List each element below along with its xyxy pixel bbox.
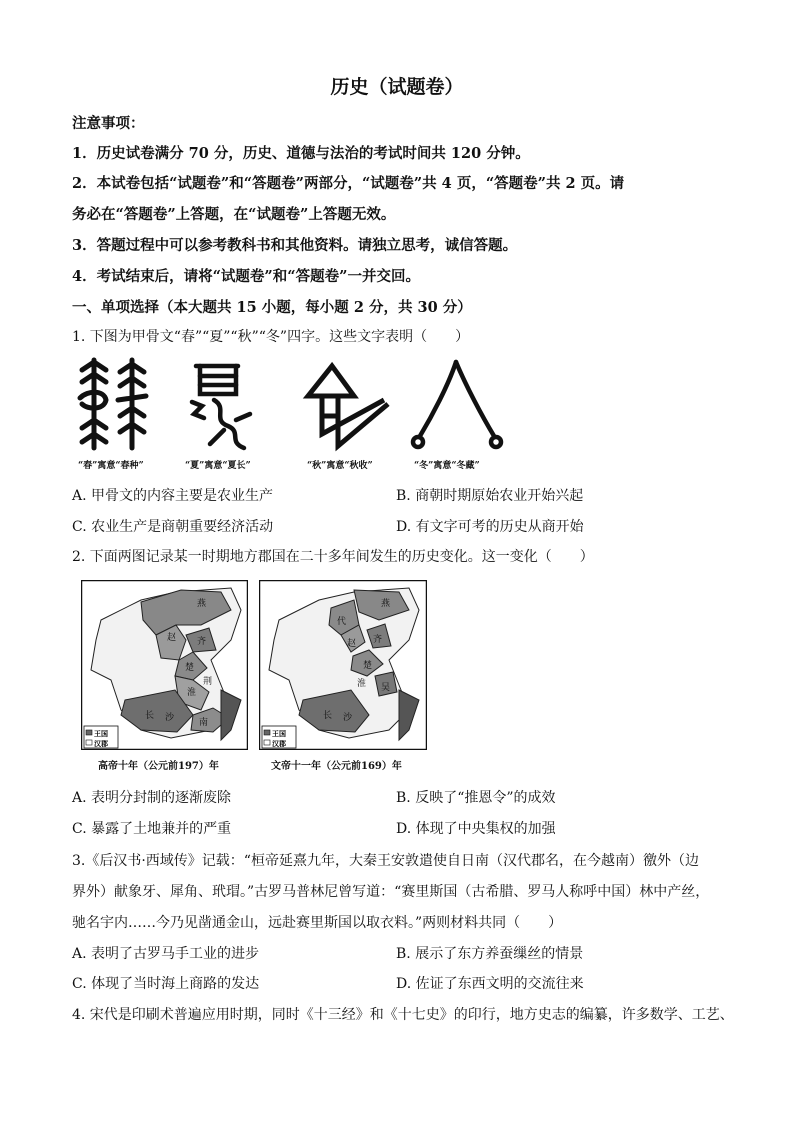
q1-stem: 1. 下图为甲骨文“春”“夏”“秋”“冬”四字。这些文字表明（ ） bbox=[72, 329, 470, 345]
map2-legend-kingdom: 王国 bbox=[272, 730, 286, 738]
han-map-197bc bbox=[81, 580, 248, 750]
oracle-glyph-winter bbox=[408, 356, 504, 452]
map1-label-chang: 长 bbox=[145, 711, 155, 721]
notice-heading: 注意事项： bbox=[72, 115, 145, 132]
notice-item-4: 4．考试结束后，请将“试题卷”和“答题卷”一并交回。 bbox=[72, 268, 420, 285]
map1-label-huai: 淮 bbox=[187, 688, 197, 698]
page-title: 历史（试题卷） bbox=[330, 76, 464, 98]
map1-caption: 高帝十年（公元前197）年 bbox=[98, 761, 219, 772]
oracle-glyph-autumn bbox=[298, 360, 392, 452]
notice-item-2-cont: 务必在“答题卷”上答题，在“试题卷”上答题无效。 bbox=[72, 206, 396, 223]
map2-label-huai: 淮 bbox=[357, 679, 367, 689]
map2-label-dai: 代 bbox=[337, 617, 347, 627]
map1-label-qi: 齐 bbox=[197, 637, 207, 647]
map1-legend-commandery: 汉郡 bbox=[94, 740, 108, 748]
map1-label-sha: 沙 bbox=[165, 713, 175, 723]
notice-item-3: 3．答题过程中可以参考教科书和其他资料。请独立思考，诚信答题。 bbox=[72, 237, 518, 254]
oracle-glyph-summer bbox=[188, 360, 258, 452]
map2-label-yan: 燕 bbox=[381, 599, 391, 609]
map2-label-wu: 吴 bbox=[381, 683, 391, 693]
q3-option-d[interactable]: D. 佐证了东西文明的交流往来 bbox=[396, 976, 584, 992]
section-heading: 一、单项选择（本大题共 15 小题，每小题 2 分，共 30 分） bbox=[72, 299, 472, 316]
notice-item-2: 2．本试卷包括“试题卷”和“答题卷”两部分，“试题卷”共 4 页，“答题卷”共 2 页。请 bbox=[72, 175, 625, 192]
map2-label-chang: 长 bbox=[323, 711, 333, 721]
map1-legend-kingdom: 王国 bbox=[94, 730, 108, 738]
q2-option-d[interactable]: D. 体现了中央集权的加强 bbox=[396, 821, 556, 837]
q3-option-b[interactable]: B. 展示了东方养蚕缫丝的情景 bbox=[396, 946, 584, 962]
q1-option-d[interactable]: D. 有文字可考的历史从商开始 bbox=[396, 519, 584, 535]
q2-stem: 2. 下面两图记录某一时期地方郡国在二十多年间发生的历史变化。这一变化（ ） bbox=[72, 549, 594, 565]
notice-item-1: 1．历史试卷满分 70 分，历史、道德与法治的考试时间共 120 分钟。 bbox=[72, 145, 530, 162]
oracle-glyph-spring bbox=[74, 356, 154, 452]
map2-label-sha: 沙 bbox=[343, 713, 353, 723]
q3-option-a[interactable]: A. 表明了古罗马手工业的进步 bbox=[72, 946, 260, 962]
caption-spring: “春”寓意“春种” bbox=[78, 461, 144, 471]
map1-label-chu: 楚 bbox=[185, 663, 195, 673]
q2-option-a[interactable]: A. 表明分封制的逐渐废除 bbox=[72, 790, 232, 806]
map1-label-zhao: 赵 bbox=[167, 633, 177, 643]
han-map-169bc bbox=[259, 580, 427, 750]
q3-option-c[interactable]: C. 体现了当时海上商路的发达 bbox=[72, 976, 260, 992]
q3-line-3: 驰名宇内……今乃见凿通金山，远赴赛里斯国以取衣料。”两则材料共同（ ） bbox=[72, 915, 563, 931]
caption-autumn: “秋”寓意“秋收” bbox=[307, 461, 373, 471]
q3-line-1: 3.《后汉书·西域传》记载：“桓帝延熹九年，大秦王安敦遣使自日南（汉代郡名，在今越南）徼外（边 bbox=[72, 853, 699, 869]
map1-label-jing: 荆 bbox=[203, 677, 213, 687]
caption-winter: “冬”寓意“冬藏” bbox=[414, 461, 480, 471]
q1-option-c[interactable]: C. 农业生产是商朝重要经济活动 bbox=[72, 519, 274, 535]
map2-label-qi: 齐 bbox=[373, 635, 383, 645]
q1-option-b[interactable]: B. 商朝时期原始农业开始兴起 bbox=[396, 488, 584, 504]
map2-label-chu: 楚 bbox=[363, 661, 373, 671]
map2-label-zhao: 赵 bbox=[347, 639, 357, 649]
q4-line-1: 4. 宋代是印刷术普遍应用时期，同时《十三经》和《十七史》的印行，地方史志的编纂，许多数学、工艺、 bbox=[72, 1007, 734, 1023]
q1-option-a[interactable]: A. 甲骨文的内容主要是农业生产 bbox=[72, 488, 274, 504]
q3-line-2: 界外）献象牙、犀角、玳瑁。”古罗马普林尼曾写道：“赛里斯国（古希腊、罗马人称呼中国）林中产丝， bbox=[72, 884, 710, 900]
map1-label-yan: 燕 bbox=[197, 599, 207, 609]
q2-option-b[interactable]: B. 反映了“推恩令”的成效 bbox=[396, 790, 556, 806]
map2-legend-commandery: 汉郡 bbox=[272, 740, 286, 748]
map1-label-nan: 南 bbox=[199, 718, 209, 728]
map2-caption: 文帝十一年（公元前169）年 bbox=[271, 761, 402, 772]
caption-summer: “夏”寓意“夏长” bbox=[185, 461, 251, 471]
q2-option-c[interactable]: C. 暴露了土地兼并的严重 bbox=[72, 821, 232, 837]
